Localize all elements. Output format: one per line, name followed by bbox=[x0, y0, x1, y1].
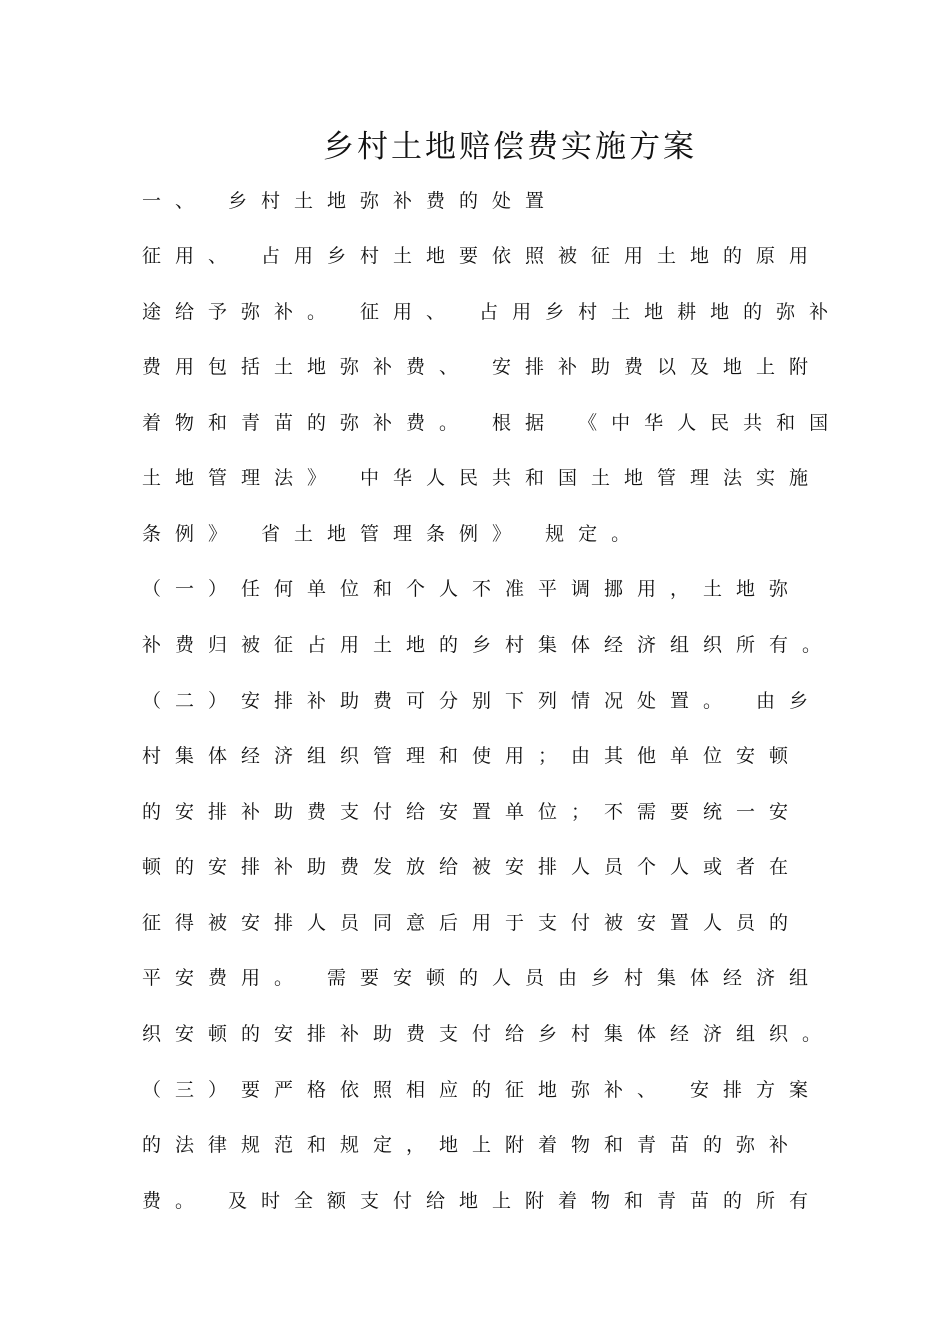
text-line-9: 补费归被征占用土地的乡村集体经济组织所有。 bbox=[142, 634, 836, 656]
text-line-15: 平安费用。 需要安顿的人员由乡村集体经济组 bbox=[142, 967, 823, 989]
text-line-11: 村集体经济组织管理和使用；由其他单位安顿 bbox=[142, 745, 803, 767]
text-line-1: 一、 乡村土地弥补费的处置 bbox=[142, 190, 559, 212]
text-line-4: 费用包括土地弥补费、 安排补助费以及地上附 bbox=[142, 356, 823, 378]
text-line-12: 的安排补助费支付给安置单位；不需要统一安 bbox=[142, 801, 803, 823]
document-title: 乡村土地赔偿费实施方案 bbox=[323, 129, 697, 165]
text-line-10: （二）安排补助费可分别下列情况处置。 由乡 bbox=[142, 690, 823, 712]
text-line-18: 的法律规范和规定，地上附着物和青苗的弥补 bbox=[142, 1134, 803, 1156]
text-line-13: 顿的安排补助费发放给被安排人员个人或者在 bbox=[142, 856, 803, 878]
text-line-2: 征用、 占用乡村土地要依照被征用土地的原用 bbox=[142, 245, 823, 267]
text-line-5: 着物和青苗的弥补费。 根据 《中华人民共和国 bbox=[142, 412, 843, 434]
text-line-17: （三）要严格依照相应的征地弥补、 安排方案 bbox=[142, 1079, 823, 1101]
text-line-7: 条例》 省土地管理条例》 规定。 bbox=[142, 523, 645, 545]
text-line-19: 费。 及时全额支付给地上附着物和青苗的所有 bbox=[142, 1190, 823, 1212]
text-line-6: 土地管理法》 中华人民共和国土地管理法实施 bbox=[142, 467, 823, 489]
text-line-3: 途给予弥补。 征用、 占用乡村土地耕地的弥补 bbox=[142, 301, 843, 323]
text-line-16: 织安顿的安排补助费支付给乡村集体经济组织。 bbox=[142, 1023, 836, 1045]
text-line-8: （一）任何单位和个人不准平调挪用，土地弥 bbox=[142, 578, 803, 600]
text-line-14: 征得被安排人员同意后用于支付被安置人员的 bbox=[142, 912, 803, 934]
